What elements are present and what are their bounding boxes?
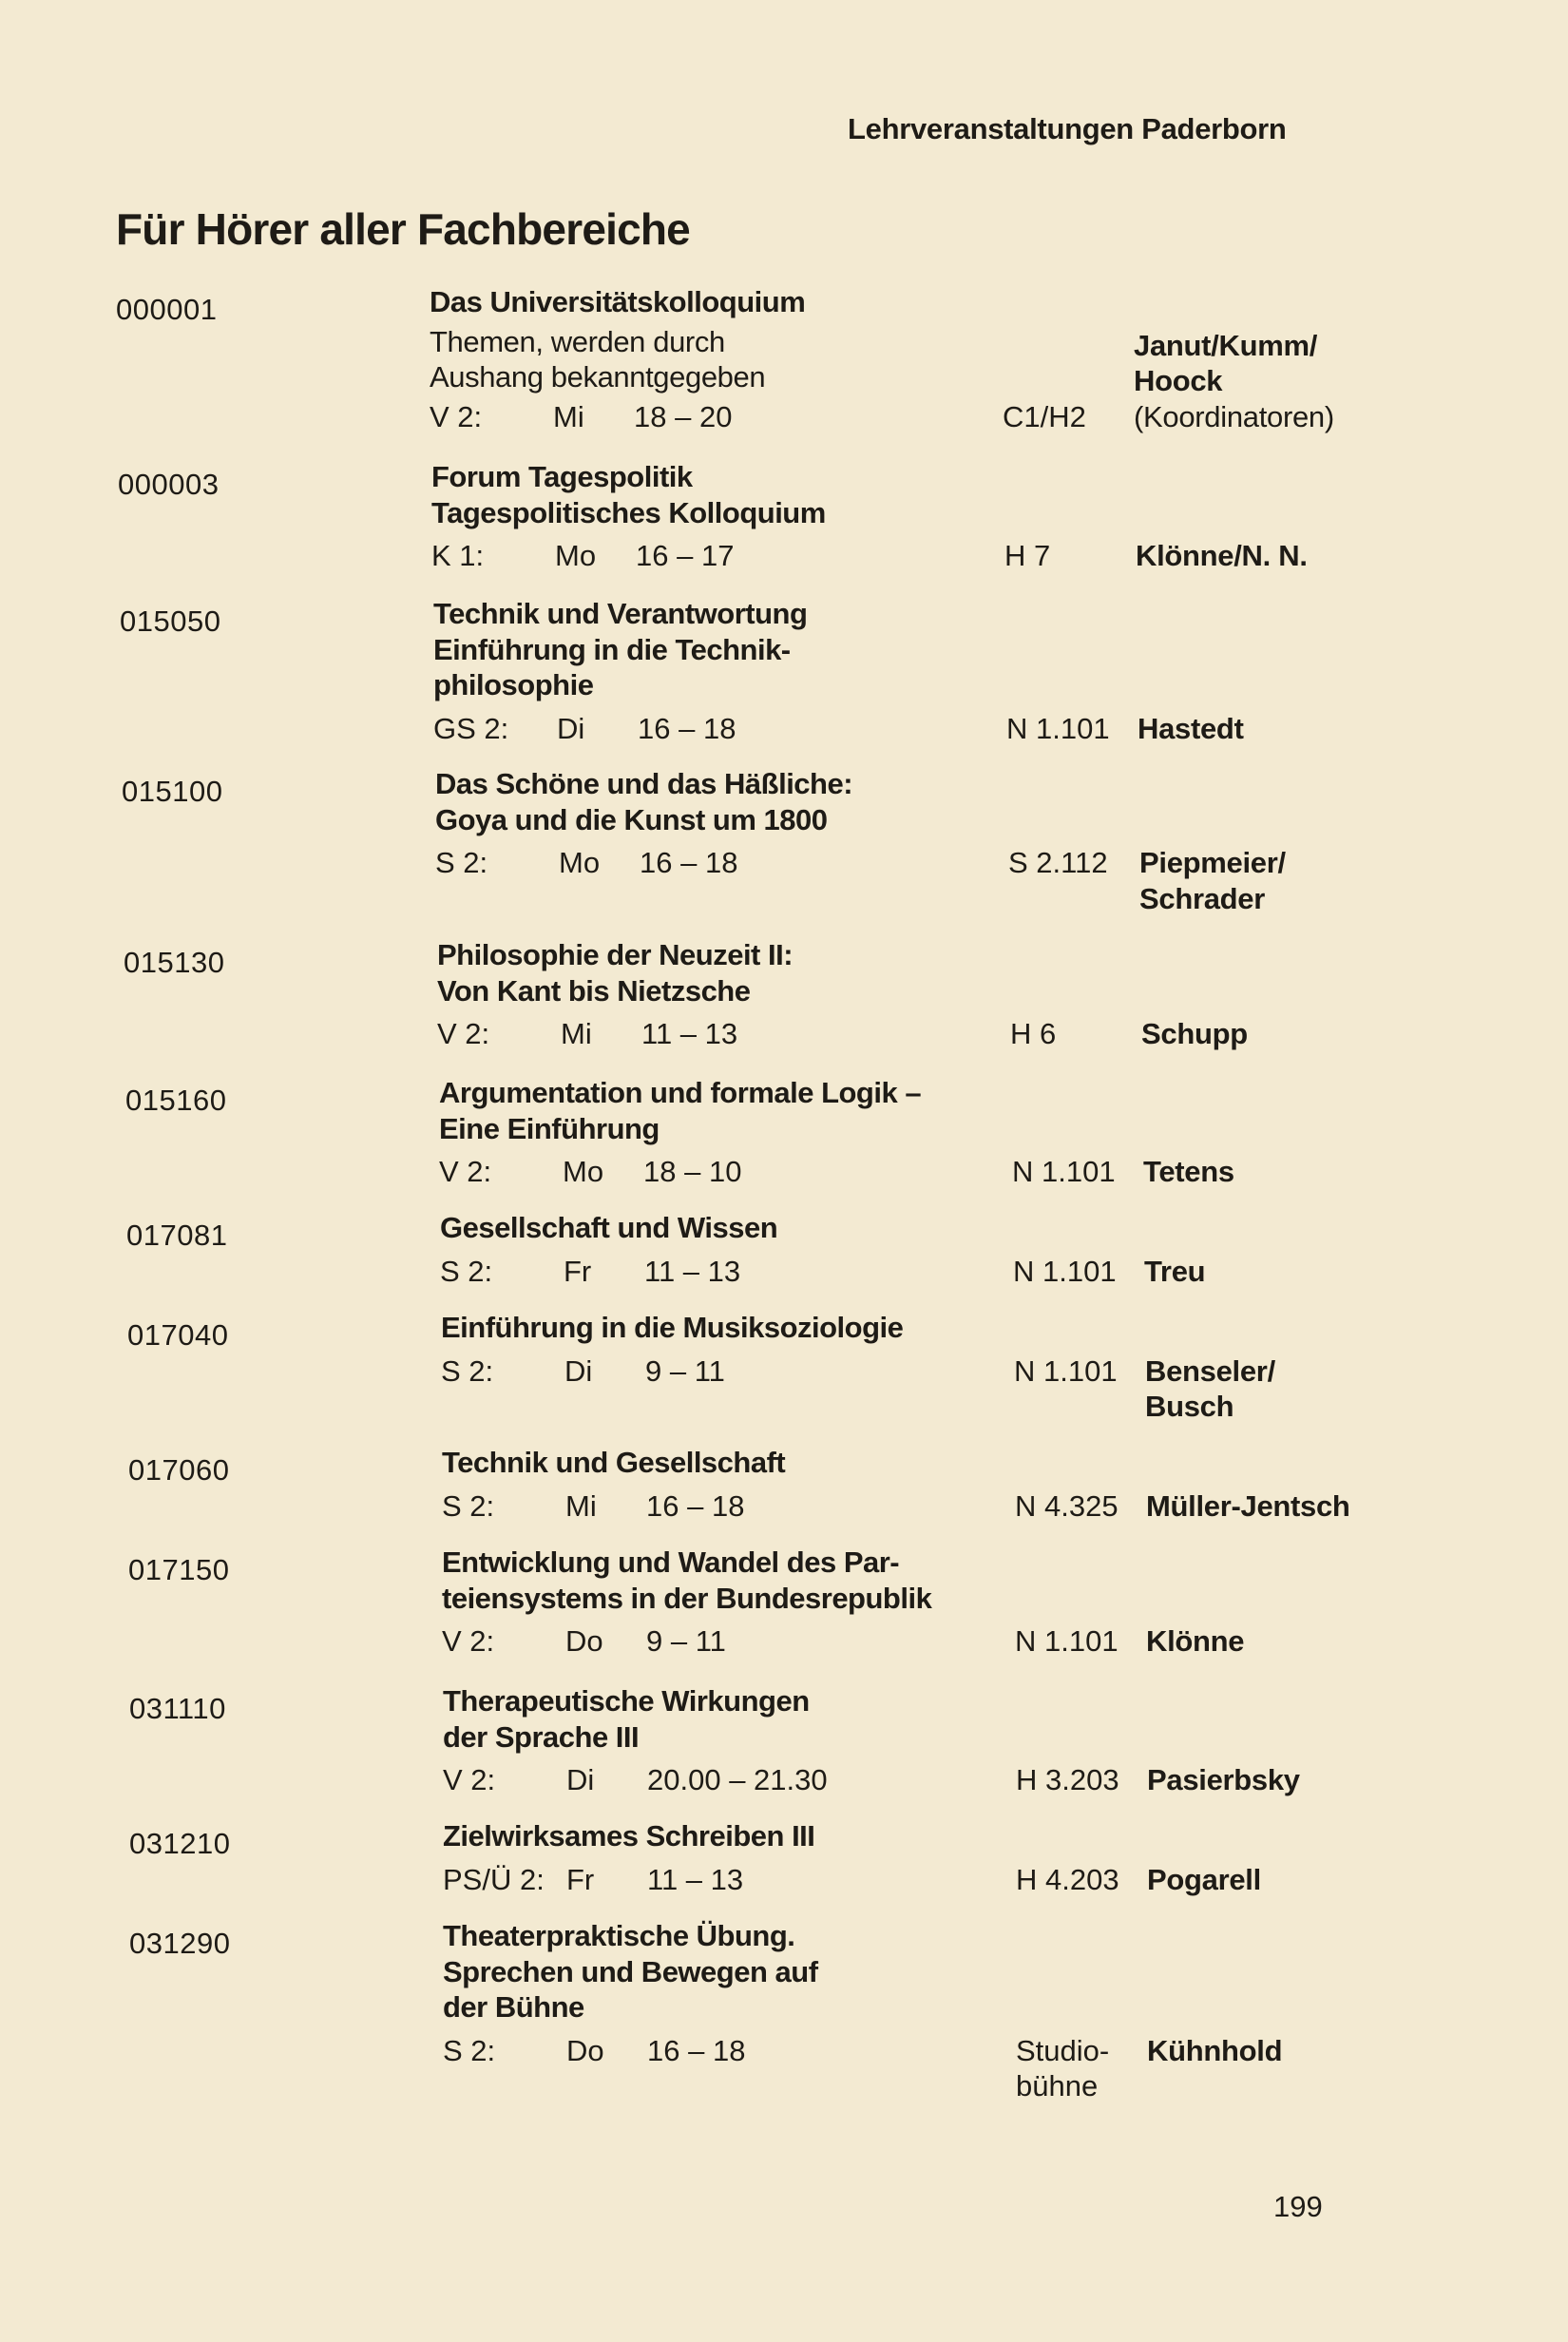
course-type: S 2: xyxy=(442,1488,495,1523)
course-title-line: Argumentation und formale Logik – xyxy=(439,1076,922,1109)
course-type: S 2: xyxy=(435,846,488,879)
course-time: 11 – 13 xyxy=(647,1862,744,1896)
course-number: 017040 xyxy=(127,1318,229,1352)
course-time: 20.00 – 21.30 xyxy=(647,1763,828,1796)
room: N 1.101 xyxy=(1006,711,1110,745)
course-day: Di xyxy=(557,711,585,745)
lecturer: Janut/Kumm/ xyxy=(1134,328,1318,362)
course-number: 015050 xyxy=(120,605,221,638)
course-title-line: Zielwirksames Schreiben III xyxy=(443,1819,815,1852)
course-time: 16 – 18 xyxy=(646,1488,745,1523)
lecturer: Hastedt xyxy=(1138,711,1244,745)
course-day: Do xyxy=(565,1624,603,1658)
course-time: 11 – 13 xyxy=(641,1017,738,1050)
course-day: Fr xyxy=(564,1254,592,1288)
room: H 4.203 xyxy=(1016,1862,1119,1896)
course-title-line: Entwicklung und Wandel des Par- xyxy=(442,1545,900,1579)
course-title-line: Einführung in die Technik- xyxy=(433,632,791,666)
course-title-line: Sprechen und Bewegen auf xyxy=(443,1954,818,1988)
course-title-line: Das Schöne und das Häßliche: xyxy=(435,767,853,800)
course-type: V 2: xyxy=(437,1017,490,1050)
room: C1/H2 xyxy=(1003,399,1086,433)
course-note-line: Aushang bekanntgegeben xyxy=(430,360,766,394)
lecturer: Klönne/N. N. xyxy=(1136,539,1308,572)
room: S 2.112 xyxy=(1008,846,1108,879)
room: Studio- xyxy=(1016,2033,1110,2067)
lecturer: Klönne xyxy=(1146,1624,1245,1658)
course-time: 11 – 13 xyxy=(644,1254,741,1288)
course-day: Mo xyxy=(559,846,601,879)
course-time: 18 – 10 xyxy=(643,1155,742,1188)
lecturer: Piepmeier/ xyxy=(1139,846,1286,879)
course-day: Mo xyxy=(555,539,597,572)
course-type: K 1: xyxy=(431,539,485,572)
course-number: 031110 xyxy=(129,1692,226,1725)
course-day: Do xyxy=(566,2033,604,2067)
course-title-line: Gesellschaft und Wissen xyxy=(440,1211,778,1244)
course-type: GS 2: xyxy=(433,711,509,745)
course-number: 017081 xyxy=(126,1219,228,1252)
course-number: 031210 xyxy=(129,1827,231,1860)
room: N 1.101 xyxy=(1014,1353,1118,1388)
course-type: S 2: xyxy=(441,1353,494,1388)
lecturer: Tetens xyxy=(1143,1155,1234,1188)
course-type: S 2: xyxy=(443,2033,496,2067)
room: N 1.101 xyxy=(1012,1155,1116,1188)
course-title-line: Von Kant bis Nietzsche xyxy=(437,973,751,1008)
course-time: 16 – 18 xyxy=(647,2033,746,2067)
course-day: Di xyxy=(564,1353,593,1388)
course-title-line: Therapeutische Wirkungen xyxy=(443,1684,810,1718)
course-title-line: Technik und Verantwortung xyxy=(433,597,808,630)
course-title-line: der Sprache III xyxy=(443,1719,640,1754)
course-title-line: Theaterpraktische Übung. xyxy=(443,1919,795,1952)
course-type: V 2: xyxy=(442,1624,495,1658)
course-day: Mo xyxy=(563,1155,604,1188)
course-number: 031290 xyxy=(129,1927,231,1960)
lecturer: Busch xyxy=(1145,1390,1234,1423)
course-time: 16 – 18 xyxy=(640,846,738,879)
course-time: 9 – 11 xyxy=(645,1353,725,1388)
room: H 6 xyxy=(1010,1017,1057,1050)
room: H 7 xyxy=(1004,539,1051,572)
course-day: Fr xyxy=(566,1862,595,1896)
course-type: PS/Ü 2: xyxy=(443,1862,545,1896)
course-title-line: Forum Tagespolitik xyxy=(431,460,693,493)
section-title: Für Hörer aller Fachbereiche xyxy=(116,204,690,254)
course-number: 000001 xyxy=(116,293,218,326)
course-type: V 2: xyxy=(439,1155,492,1188)
course-title-line: Einführung in die Musiksoziologie xyxy=(441,1311,904,1344)
course-time: 16 – 18 xyxy=(638,711,736,745)
room: N 1.101 xyxy=(1013,1254,1117,1288)
course-day: Mi xyxy=(553,399,584,433)
course-type: S 2: xyxy=(440,1254,493,1288)
lecturer: Treu xyxy=(1144,1254,1206,1288)
course-number: 017060 xyxy=(128,1453,230,1487)
lecturer: Schupp xyxy=(1141,1017,1248,1050)
course-time: 9 – 11 xyxy=(646,1624,726,1658)
lecturer-note: (Koordinatoren) xyxy=(1134,399,1334,433)
course-time: 18 – 20 xyxy=(634,399,733,433)
course-time: 16 – 17 xyxy=(636,539,735,572)
course-note-line: Themen, werden durch xyxy=(430,324,725,358)
course-title-line: Tagespolitisches Kolloquium xyxy=(431,495,826,529)
course-day: Di xyxy=(566,1763,595,1796)
lecturer: Pogarell xyxy=(1147,1862,1261,1896)
course-title-line: Technik und Gesellschaft xyxy=(442,1446,786,1479)
lecturer: Pasierbsky xyxy=(1147,1763,1300,1796)
course-title-line: philosophie xyxy=(433,668,594,701)
room: bühne xyxy=(1016,2069,1099,2102)
course-number: 015100 xyxy=(122,775,223,808)
running-header: Lehrveranstaltungen Paderborn xyxy=(848,112,1287,145)
course-number: 015130 xyxy=(124,946,225,979)
course-number: 015160 xyxy=(125,1084,227,1117)
course-title-line: Philosophie der Neuzeit II: xyxy=(437,938,794,971)
lecturer: Müller-Jentsch xyxy=(1146,1488,1350,1523)
lecturer: Benseler/ xyxy=(1145,1353,1275,1388)
course-title-line: Eine Einführung xyxy=(439,1111,660,1145)
room: H 3.203 xyxy=(1016,1763,1119,1796)
room: N 1.101 xyxy=(1015,1624,1119,1658)
room: N 4.325 xyxy=(1015,1488,1119,1523)
page-number: 199 xyxy=(1273,2190,1323,2223)
course-number: 017150 xyxy=(128,1553,230,1586)
course-number: 000003 xyxy=(118,468,220,501)
course-title-line: Goya und die Kunst um 1800 xyxy=(435,802,828,836)
course-type: V 2: xyxy=(443,1763,496,1796)
course-type: V 2: xyxy=(430,399,483,433)
course-title-line: Das Universitätskolloquium xyxy=(430,285,806,318)
lecturer: Hoock xyxy=(1134,364,1223,397)
lecturer: Kühnhold xyxy=(1147,2033,1283,2067)
course-title-line: der Bühne xyxy=(443,1990,584,2024)
lecturer: Schrader xyxy=(1139,881,1265,915)
course-title-line: teiensystems in der Bundesrepublik xyxy=(442,1581,932,1615)
course-day: Mi xyxy=(565,1488,597,1523)
course-day: Mi xyxy=(561,1017,592,1050)
